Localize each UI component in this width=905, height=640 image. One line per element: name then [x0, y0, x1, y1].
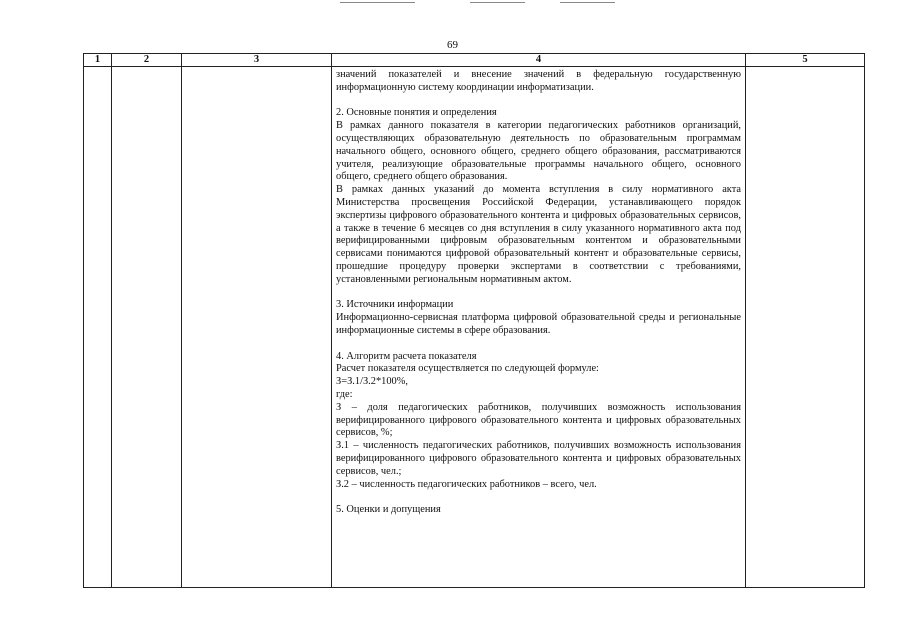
cell-col-4 — [332, 67, 746, 588]
scan-artifact-line — [560, 2, 615, 3]
formula: З=З.1/З.2*100%, — [336, 376, 408, 388]
section-3-heading: 3. Источники информации — [336, 299, 454, 311]
column-header-5: 5 — [746, 54, 865, 67]
cell-col-1 — [84, 67, 112, 588]
cell-col-2 — [112, 67, 182, 588]
cell-col-5 — [746, 67, 865, 588]
document-table — [83, 53, 865, 588]
section-4-intro: Расчет показателя осуществляется по следующей формуле: — [336, 363, 599, 375]
column-header-2: 2 — [112, 54, 182, 67]
section-4-heading: 4. Алгоритм расчета показателя — [336, 350, 477, 362]
page-number: 69 — [447, 39, 458, 51]
scan-artifact-line — [470, 2, 525, 3]
section-2-heading: 2. Основные понятия и определения — [336, 107, 497, 119]
methodology-text — [332, 67, 745, 587]
scan-artifact-line — [340, 2, 415, 3]
cell-col-3 — [182, 67, 332, 588]
column-header-1: 1 — [84, 54, 112, 67]
section-2-paragraph-1: В рамках данного показателя в категории педагогических работников организаций, осуществляющих образовательную деятельность по образовательным программам начального общего, основного общего, среднего общего образования, рассматриваются учителя, реализующие образовательные программы начального общего, основного общего, среднего общего образования. — [336, 120, 741, 183]
table-header-row — [84, 54, 865, 67]
section-2-paragraph-2: В рамках данных указаний до момента вступления в силу нормативного акта Министерства просвещения Российской Федерации, устанавливающего порядок экспертизы цифрового образовательного контента и цифровых образовательных сервисов, а также в течение 6 месяцев со дня вступления в силу указанного нормативного акта под верифицированными цифровым образовательным контентом и образовательными сервисами понимаются цифровой образовательный контент и образовательные сервисы, прошедшие процедуру проверки экспертами в соответствии с требованиями, установленными региональным нормативным актом. — [336, 184, 741, 285]
table-row — [84, 67, 865, 588]
section-5-heading: 5. Оценки и допущения — [336, 504, 441, 516]
column-header-3: 3 — [182, 54, 332, 67]
definition-z1: З.1 – численность педагогических работников, получивших возможность использования верифицированного цифрового образовательного контента и цифровых образовательных сервисов, чел.; — [336, 440, 741, 477]
intro-paragraph: значений показателей и внесение значений в федеральную государственную информационную систему координации информатизации. — [336, 69, 741, 93]
definition-z: З – доля педагогических работников, получивших возможность использования верифицированного цифрового образовательного контента и цифровых образовательных сервисов, %; — [336, 401, 741, 439]
definition-z2: З.2 – численность педагогических работников – всего, чел. — [336, 478, 597, 490]
section-3-paragraph: Информационно-сервисная платформа цифровой образовательной среды и региональные информационные системы в сфере образования. — [336, 312, 741, 336]
column-header-4: 4 — [332, 54, 746, 67]
where-label: где: — [336, 388, 353, 400]
